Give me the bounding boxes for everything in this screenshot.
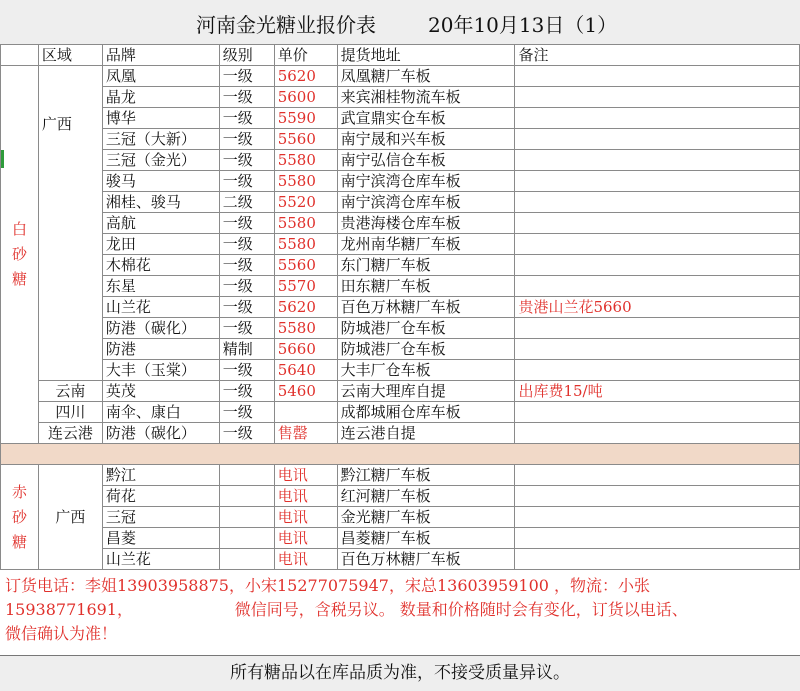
- category-char: 白: [11, 220, 27, 238]
- address-cell: 成都城厢仓库车板: [337, 402, 515, 423]
- category-red-sugar: [1, 465, 39, 570]
- separator: [1, 444, 800, 465]
- note-cell: [515, 87, 800, 108]
- note-cell: [515, 150, 800, 171]
- header-grade: 级别: [219, 45, 274, 66]
- grade-cell: 一级: [219, 318, 274, 339]
- address-cell: 来宾湘桂物流车板: [337, 87, 515, 108]
- price-cell: 5640: [274, 360, 337, 381]
- address-cell: 东门糖厂车板: [337, 255, 515, 276]
- table-row: [1, 255, 800, 276]
- grade-cell: [219, 528, 274, 549]
- grade-cell: 一级: [219, 402, 274, 423]
- header-pickup: 提货地址: [337, 45, 515, 66]
- brand-cell: 龙田: [102, 234, 219, 255]
- brand-cell: 博华: [102, 108, 219, 129]
- address-cell: 南宁弘信仓车板: [337, 150, 515, 171]
- header-price: 单价: [274, 45, 337, 66]
- table-row: [1, 66, 800, 87]
- address-cell: 凤凰糖厂车板: [337, 66, 515, 87]
- address-cell: 武宣鼎实仓车板: [337, 108, 515, 129]
- grade-cell: 一级: [219, 381, 274, 402]
- note-cell: [515, 108, 800, 129]
- note-cell: [515, 255, 800, 276]
- note-cell: [515, 66, 800, 87]
- table-row: [1, 318, 800, 339]
- region-cell: 四川: [38, 402, 102, 423]
- address-cell: 防城港厂仓车板: [337, 339, 515, 360]
- table-row: [1, 213, 800, 234]
- price-cell: 5460: [274, 381, 337, 402]
- note-cell: [515, 402, 800, 423]
- address-cell: 连云港自提: [337, 423, 515, 444]
- note-cell: [515, 465, 800, 486]
- category-char: 糖: [11, 532, 27, 551]
- table-row: [1, 297, 800, 318]
- address-cell: 百色万林糖厂车板: [337, 549, 515, 570]
- note-cell: [515, 213, 800, 234]
- table-row: [1, 360, 800, 381]
- brand-cell: 三冠（金光）: [102, 150, 219, 171]
- note-cell: [515, 318, 800, 339]
- contact-line-2: 15938771691， 微信同号，含税另议。 数量和价格随时会有变化，订货以电话、: [5, 600, 688, 619]
- price-cell: 5580: [274, 213, 337, 234]
- grade-cell: 一级: [219, 129, 274, 150]
- address-cell: 云南大理库自提: [337, 381, 515, 402]
- address-cell: 金光糖厂车板: [337, 507, 515, 528]
- note-cell: [515, 360, 800, 381]
- brand-cell: 大丰（玉棠）: [102, 360, 219, 381]
- price-cell: 电讯: [274, 486, 337, 507]
- note-cell: [515, 129, 800, 150]
- address-cell: 贵港海楼仓库车板: [337, 213, 515, 234]
- region-guangxi: 广西: [38, 465, 102, 570]
- address-cell: 大丰厂仓车板: [337, 360, 515, 381]
- category-char: 砂: [11, 507, 27, 526]
- address-cell: 昌菱糖厂车板: [337, 528, 515, 549]
- price-cell: 5520: [274, 192, 337, 213]
- brand-cell: 山兰花: [102, 297, 219, 318]
- note-cell: [515, 528, 800, 549]
- price-cell: 5620: [274, 297, 337, 318]
- address-cell: 黔江糖厂车板: [337, 465, 515, 486]
- region-cell: 连云港: [38, 423, 102, 444]
- brand-cell: 湘桂、骏马: [102, 192, 219, 213]
- category-char: 糖: [11, 270, 27, 288]
- address-cell: 南宁晟和兴车板: [337, 129, 515, 150]
- category-char: 赤: [11, 482, 27, 501]
- corner-cell: [1, 45, 39, 66]
- grade-cell: 一级: [219, 108, 274, 129]
- region-guangxi: 广西: [38, 66, 102, 381]
- table-row: [1, 171, 800, 192]
- brand-cell: 凤凰: [102, 66, 219, 87]
- grade-cell: 一级: [219, 150, 274, 171]
- price-table: [0, 44, 800, 570]
- table-row: [1, 423, 800, 444]
- price-cell: 5660: [274, 339, 337, 360]
- brand-cell: 三冠: [102, 507, 219, 528]
- note-cell: [515, 549, 800, 570]
- table-row: [1, 129, 800, 150]
- note-cell: [515, 339, 800, 360]
- price-cell: 电讯: [274, 528, 337, 549]
- brand-cell: 东星: [102, 276, 219, 297]
- brand-cell: 昌菱: [102, 528, 219, 549]
- note-cell: [515, 234, 800, 255]
- table-row: [1, 507, 800, 528]
- price-cell: 电讯: [274, 549, 337, 570]
- price-cell: 5560: [274, 129, 337, 150]
- brand-cell: 防港（碳化）: [102, 423, 219, 444]
- sheet-title: 河南金光糖业报价表: [196, 13, 376, 37]
- price-cell: [274, 402, 337, 423]
- brand-cell: 晶龙: [102, 87, 219, 108]
- sheet-title-bar: [0, 0, 800, 45]
- note-cell: 出库费15/吨: [515, 381, 800, 402]
- address-cell: 百色万林糖厂车板: [337, 297, 515, 318]
- grade-cell: 一级: [219, 423, 274, 444]
- address-cell: 南宁滨湾仓库车板: [337, 192, 515, 213]
- table-row: [1, 486, 800, 507]
- red-sugar-section: [1, 465, 800, 570]
- brand-cell: 骏马: [102, 171, 219, 192]
- table-row: [1, 87, 800, 108]
- category-white-sugar: [1, 66, 39, 444]
- grade-cell: 二级: [219, 192, 274, 213]
- grade-cell: [219, 549, 274, 570]
- table-row: [1, 192, 800, 213]
- note-cell: [515, 171, 800, 192]
- table-row: [1, 381, 800, 402]
- grade-cell: 一级: [219, 171, 274, 192]
- price-cell: 5570: [274, 276, 337, 297]
- header-brand: 品牌: [102, 45, 219, 66]
- brand-cell: 山兰花: [102, 549, 219, 570]
- price-cell: 5620: [274, 66, 337, 87]
- price-cell: 5560: [274, 255, 337, 276]
- grade-cell: 一级: [219, 255, 274, 276]
- contact-line-1: 订货电话：李姐13903958875，小宋15277075947，宋总13603959100 ，物流：小张: [5, 576, 651, 595]
- category-char: 砂: [11, 245, 27, 263]
- note-cell: [515, 192, 800, 213]
- price-cell: 5580: [274, 150, 337, 171]
- table-row: [1, 549, 800, 570]
- sheet-date: 20年10月13日（1）: [428, 13, 618, 37]
- table-row: [1, 339, 800, 360]
- brand-cell: 高航: [102, 213, 219, 234]
- contact-line-3: 微信确认为准！: [5, 624, 118, 643]
- brand-cell: 荷花: [102, 486, 219, 507]
- white-sugar-section: [1, 45, 800, 444]
- grade-cell: [219, 465, 274, 486]
- price-cell: 5580: [274, 171, 337, 192]
- header-row: [1, 45, 800, 66]
- address-cell: 防城港厂仓车板: [337, 318, 515, 339]
- price-cell: 5580: [274, 234, 337, 255]
- note-cell: 贵港山兰花5660: [515, 297, 800, 318]
- price-cell: 5590: [274, 108, 337, 129]
- address-cell: 龙州南华糖厂车板: [337, 234, 515, 255]
- table-row: [1, 528, 800, 549]
- table-row: [1, 402, 800, 423]
- address-cell: 南宁滨湾仓库车板: [337, 171, 515, 192]
- grade-cell: [219, 507, 274, 528]
- price-cell: 售罄: [274, 423, 337, 444]
- brand-cell: 防港（碳化）: [102, 318, 219, 339]
- header-region: 区域: [38, 45, 102, 66]
- header-note: 备注: [515, 45, 800, 66]
- price-cell: 电讯: [274, 507, 337, 528]
- brand-cell: 木棉花: [102, 255, 219, 276]
- address-cell: 红河糖厂车板: [337, 486, 515, 507]
- grade-cell: 精制: [219, 339, 274, 360]
- price-cell: 5580: [274, 318, 337, 339]
- disclaimer-text: 所有糖品以在库品质为准，不接受质量异议。: [230, 663, 570, 683]
- brand-cell: 黔江: [102, 465, 219, 486]
- table-row: [1, 150, 800, 171]
- brand-cell: 三冠（大新）: [102, 129, 219, 150]
- grade-cell: 一级: [219, 297, 274, 318]
- note-cell: [515, 507, 800, 528]
- note-cell: [515, 276, 800, 297]
- grade-cell: 一级: [219, 213, 274, 234]
- grade-cell: [219, 486, 274, 507]
- table-row: [1, 276, 800, 297]
- grade-cell: 一级: [219, 234, 274, 255]
- price-cell: 5600: [274, 87, 337, 108]
- grade-cell: 一级: [219, 276, 274, 297]
- brand-cell: 防港: [102, 339, 219, 360]
- price-cell: 电讯: [274, 465, 337, 486]
- table-row: [1, 108, 800, 129]
- contact-info: [5, 574, 797, 646]
- table-row: [1, 465, 800, 486]
- table-row: [1, 234, 800, 255]
- region-cell: 云南: [38, 381, 102, 402]
- grade-cell: 一级: [219, 66, 274, 87]
- disclaimer-bar: [0, 655, 800, 691]
- brand-cell: 英茂: [102, 381, 219, 402]
- grade-cell: 一级: [219, 87, 274, 108]
- brand-cell: 南伞、康白: [102, 402, 219, 423]
- note-cell: [515, 423, 800, 444]
- address-cell: 田东糖厂车板: [337, 276, 515, 297]
- note-cell: [515, 486, 800, 507]
- grade-cell: 一级: [219, 360, 274, 381]
